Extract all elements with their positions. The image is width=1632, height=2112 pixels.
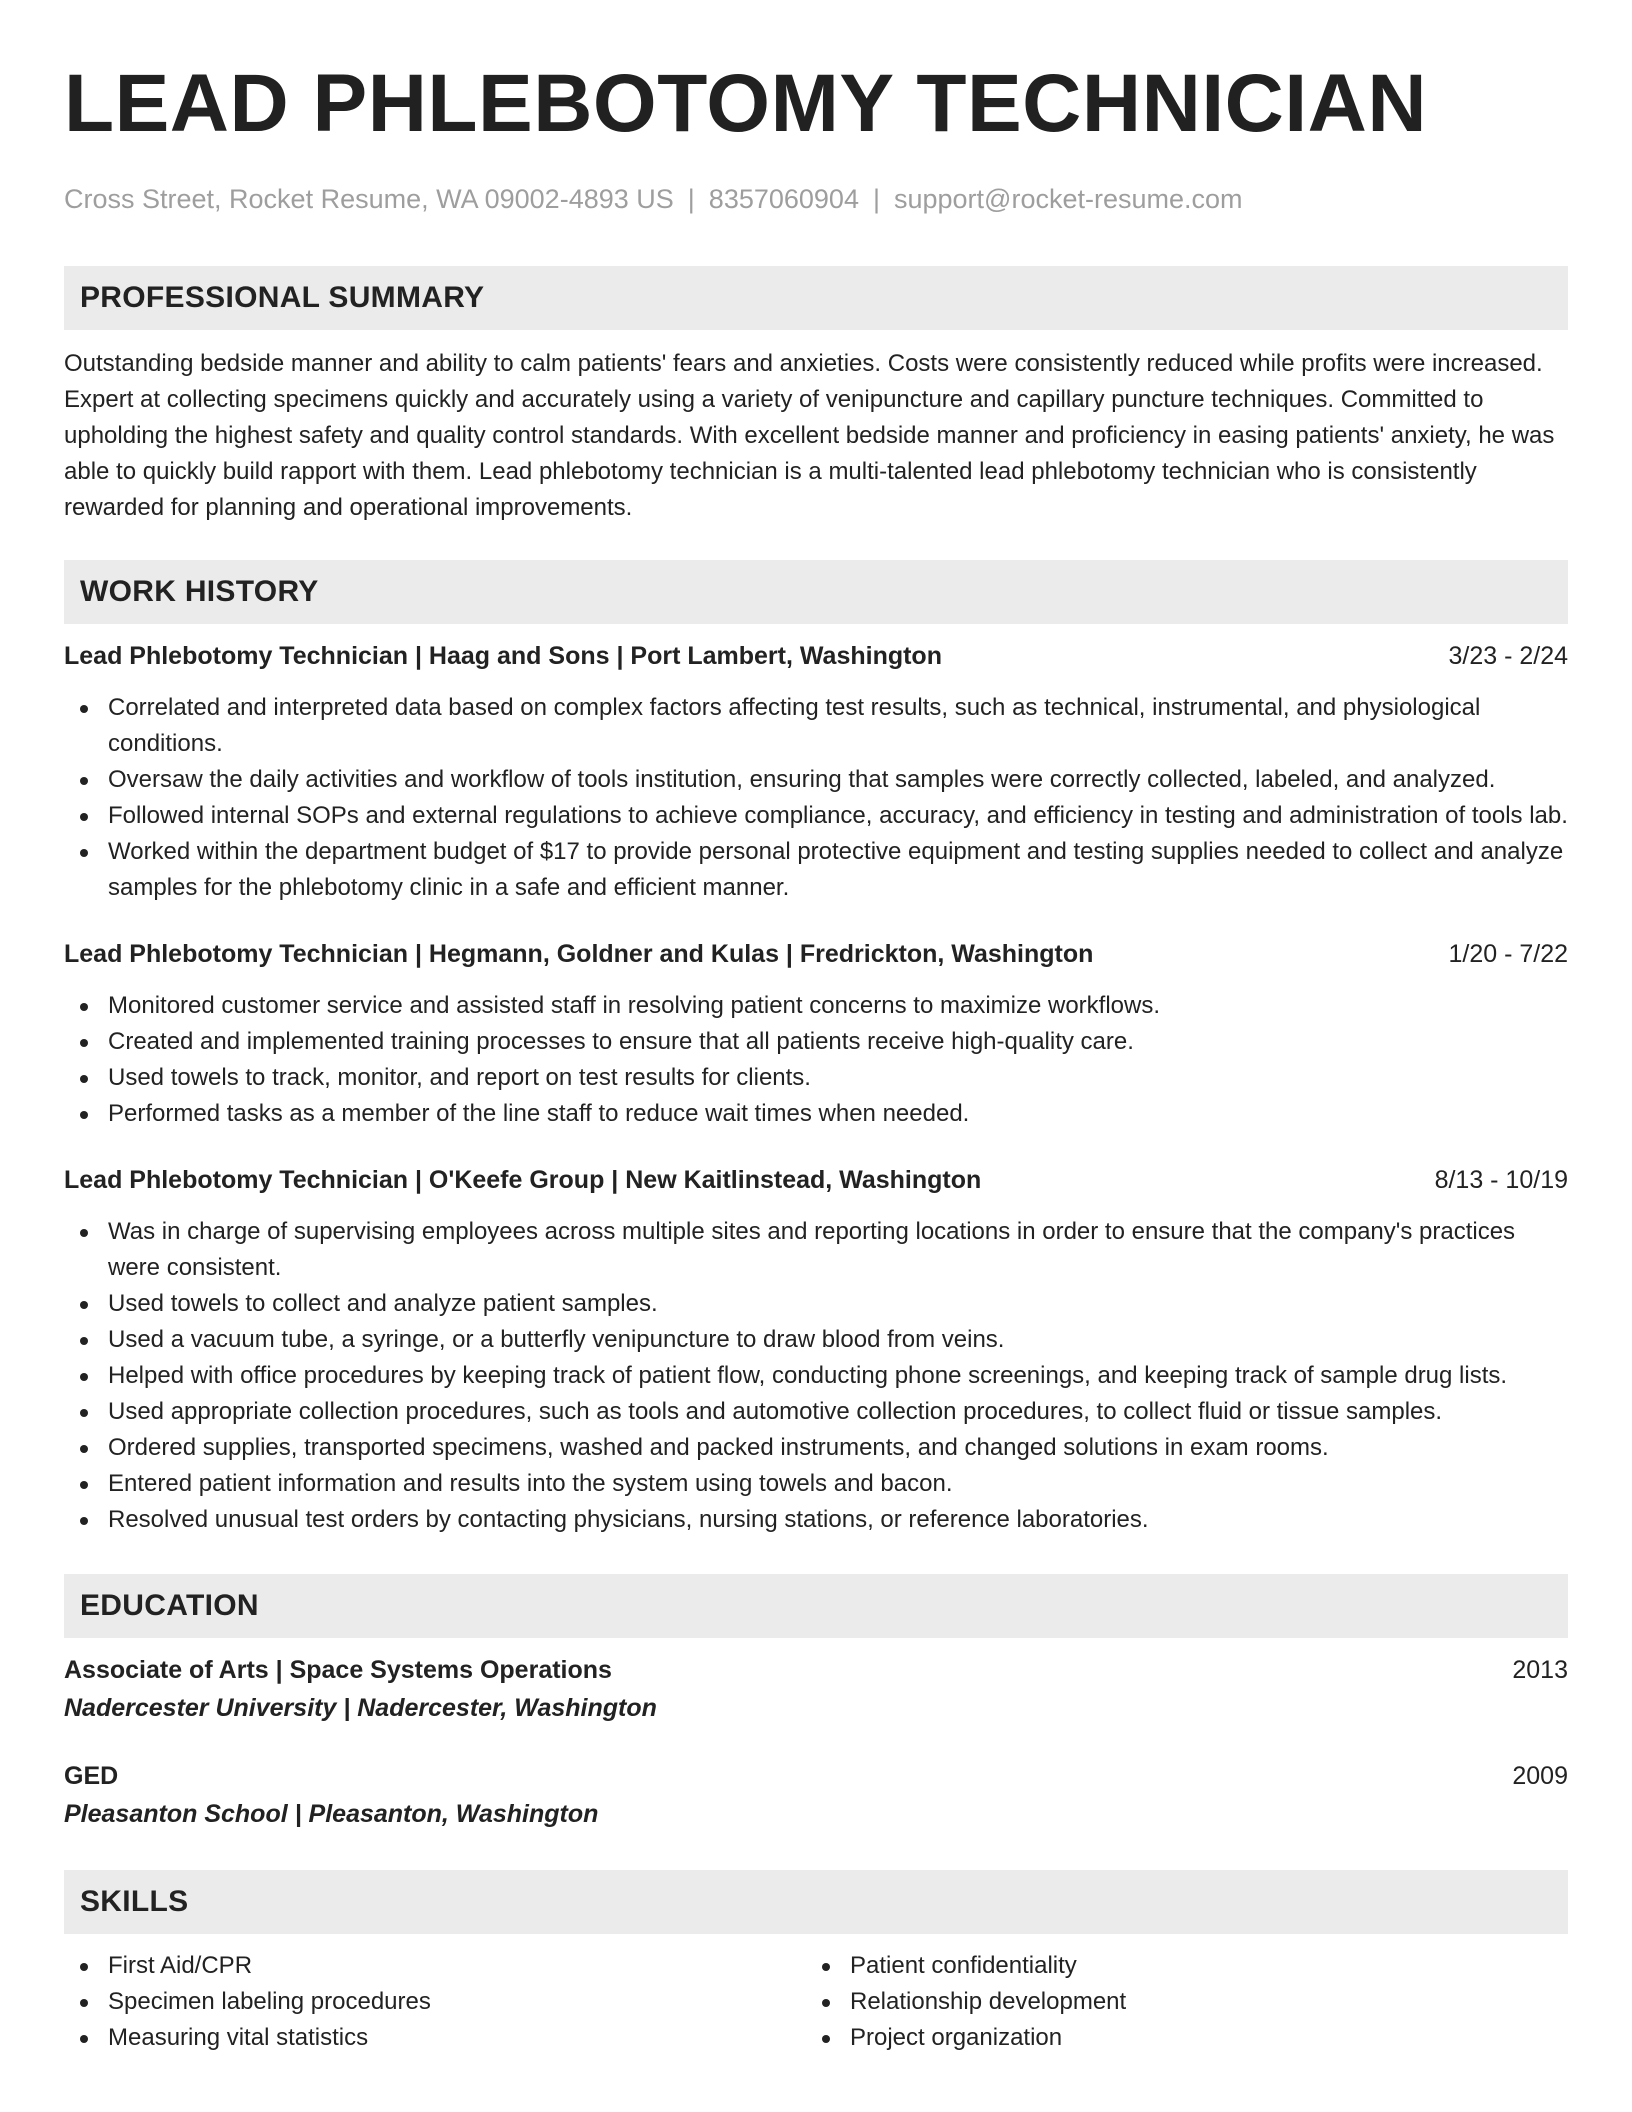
- section-heading-education: EDUCATION: [64, 1574, 1568, 1638]
- contact-address: Cross Street, Rocket Resume, WA 09002-4893 US: [64, 184, 674, 214]
- skill-item: Project organization: [806, 2020, 1548, 2056]
- job-bullet: Used appropriate collection procedures, such as tools and automotive collection procedures, to collect fluid or tissue samples.: [64, 1394, 1568, 1430]
- job-entry: [64, 936, 1568, 1132]
- education-header: [64, 1758, 1568, 1794]
- education-year: 2009: [1512, 1762, 1568, 1790]
- education-header: [64, 1652, 1568, 1688]
- resume-page: [64, 56, 1568, 2056]
- job-bullet: Helped with office procedures by keeping track of patient flow, conducting phone screenings, and keeping track of sample drug lists.: [64, 1358, 1568, 1394]
- job-bullet: Correlated and interpreted data based on complex factors affecting test results, such as technical, instrumental, and physiological conditions.: [64, 690, 1568, 762]
- job-bullet: Followed internal SOPs and external regulations to achieve compliance, accuracy, and efficiency in testing and administration of tools lab.: [64, 798, 1568, 834]
- skill-item: Specimen labeling procedures: [64, 1984, 806, 2020]
- summary-text: Outstanding bedside manner and ability to calm patients' fears and anxieties. Costs were consistently reduced while profits were increased. Expert at collecting specimens quickly and accurately using a variety of venipuncture and capillary puncture techniques. Committed to upholding the highest safety and quality control standards. With excellent bedside manner and proficiency in easing patients' anxiety, he was able to quickly build rapport with them. Lead phlebotomy technician is a multi-talented lead phlebotomy technician who is consistently rewarded for planning and operational improvements.: [64, 350, 1555, 521]
- job-bullet: Entered patient information and results into the system using towels and bacon.: [64, 1466, 1568, 1502]
- job-bullet: Resolved unusual test orders by contacting physicians, nursing stations, or reference laboratories.: [64, 1502, 1568, 1538]
- job-bullet: Was in charge of supervising employees across multiple sites and reporting locations in order to ensure that the company's practices were consistent.: [64, 1214, 1568, 1286]
- education-degree: GED: [64, 1762, 119, 1790]
- contact-separator: |: [872, 184, 880, 214]
- job-header: [64, 1162, 1568, 1198]
- education-school: Nadercester University | Nadercester, Washington: [64, 1694, 657, 1722]
- section-heading-skills: SKILLS: [64, 1870, 1568, 1934]
- contact-separator: |: [687, 184, 695, 214]
- education-school: Pleasanton School | Pleasanton, Washington: [64, 1800, 599, 1828]
- job-header: [64, 638, 1568, 674]
- job-bullet: Ordered supplies, transported specimens, washed and packed instruments, and changed solutions in exam rooms.: [64, 1430, 1568, 1466]
- education-entry: [64, 1652, 1568, 1728]
- skills-grid: [64, 1934, 1568, 2056]
- job-entry: [64, 1162, 1568, 1538]
- job-bullet: Monitored customer service and assisted staff in resolving patient concerns to maximize workflows.: [64, 988, 1568, 1024]
- job-bullet: Created and implemented training processes to ensure that all patients receive high-quality care.: [64, 1024, 1568, 1060]
- skill-item: Relationship development: [806, 1984, 1548, 2020]
- job-bullets: [64, 690, 1568, 906]
- resume-name: LEAD PHLEBOTOMY TECHNICIAN: [64, 58, 1428, 149]
- job-dates: 1/20 - 7/22: [1448, 940, 1568, 968]
- job-bullet: Used a vacuum tube, a syringe, or a butterfly venipuncture to draw blood from veins.: [64, 1322, 1568, 1358]
- contact-phone: 8357060904: [708, 184, 859, 214]
- job-bullet: Worked within the department budget of $17 to provide personal protective equipment and testing supplies needed to collect and analyze samples for the phlebotomy clinic in a safe and efficient manner.: [64, 834, 1568, 906]
- education-year: 2013: [1512, 1656, 1568, 1684]
- job-title: Lead Phlebotomy Technician | Hegmann, Goldner and Kulas | Fredrickton, Washington: [64, 940, 1094, 968]
- contact-email: support@rocket-resume.com: [893, 184, 1243, 214]
- job-bullets: [64, 1214, 1568, 1538]
- job-header: [64, 936, 1568, 972]
- section-heading-work-history: WORK HISTORY: [64, 560, 1568, 624]
- section-heading-summary: PROFESSIONAL SUMMARY: [64, 266, 1568, 330]
- job-title: Lead Phlebotomy Technician | Haag and Sons | Port Lambert, Washington: [64, 642, 942, 670]
- job-dates: 8/13 - 10/19: [1434, 1166, 1568, 1194]
- job-bullets: [64, 988, 1568, 1132]
- job-bullet: Performed tasks as a member of the line staff to reduce wait times when needed.: [64, 1096, 1568, 1132]
- skills-column-left: [64, 1934, 806, 2056]
- contact-line: [64, 182, 1568, 216]
- education-degree: Associate of Arts | Space Systems Operations: [64, 1656, 612, 1684]
- skill-item: First Aid/CPR: [64, 1948, 806, 1984]
- job-bullet: Used towels to collect and analyze patient samples.: [64, 1286, 1568, 1322]
- job-entry: [64, 638, 1568, 906]
- job-dates: 3/23 - 2/24: [1448, 642, 1568, 670]
- education-entry: [64, 1758, 1568, 1834]
- skills-list: [806, 1948, 1548, 2056]
- skill-item: Patient confidentiality: [806, 1948, 1548, 1984]
- job-title: Lead Phlebotomy Technician | O'Keefe Group | New Kaitlinstead, Washington: [64, 1166, 982, 1194]
- skills-list: [64, 1948, 806, 2056]
- job-bullet: Used towels to track, monitor, and report on test results for clients.: [64, 1060, 1568, 1096]
- skill-item: Measuring vital statistics: [64, 2020, 806, 2056]
- job-bullet: Oversaw the daily activities and workflow of tools institution, ensuring that samples were correctly collected, labeled, and analyzed.: [64, 762, 1568, 798]
- skills-column-right: [806, 1934, 1548, 2056]
